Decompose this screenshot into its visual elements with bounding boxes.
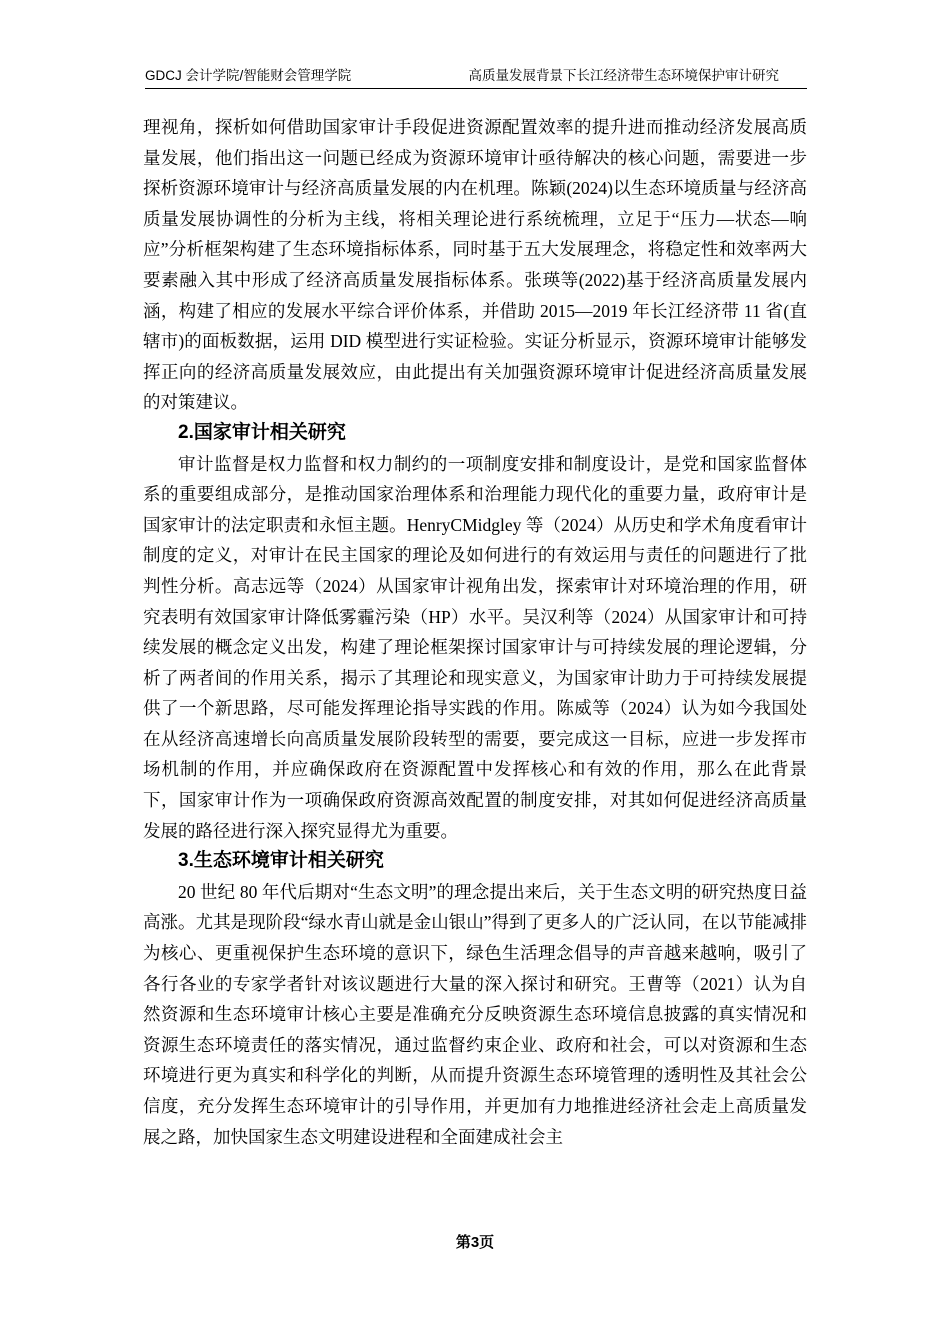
paragraph-continuation: 理视角，探析如何借助国家审计手段促进资源配置效率的提升进而推动经济发展高质量发展，他们指出这一问题已经成为资源环境审计亟待解决的核心问题，需要进一步探析资源环境审计与经济高质量发展的内在机理。陈颖(2024)以生态环境质量与经济高质量发展协调性的分析为主线，将相关理论进行系统梳理，立足于“压力—状态—响应”分析框架构建了生态环境指标体系，同时基于五大发展理念，将稳定性和效率两大要素融入其中形成了经济高质量发展指标体系。张瑛等(2022)基于经济高质量发展内涵，构建了相应的发展水平综合评价体系，并借助 2015—2019 年长江经济带 11 省(直辖市)的面板数据，运用 DID 模型进行实证检验。实证分析显示，资源环境审计能够发挥正向的经济高质量发展效应，由此提出有关加强资源环境审计促进经济高质量发展的对策建议。: [143, 117, 807, 413]
header-institution: GDCJ 会计学院/智能财会管理学院: [145, 68, 352, 83]
paragraph-eco-audit: 20 世纪 80 年代后期对“生态文明”的理念提出来后，关于生态文明的研究热度日益高涨。尤其是现阶段“绿水青山就是金山银山”得到了更多人的广泛认同，在以节能减排为核心、更重视保护生态环境的意识下，绿色生活理念倡导的声音越来越响，吸引了各行各业的专家学者针对该议题进行大量的深入探讨和研究。王曹等（2021）认为自然资源和生态环境审计核心主要是准确充分反映资源生态环境信息披露的真实情况和资源生态环境责任的落实情况，通过监督约束企业、政府和社会，可以对资源和生态环境进行更为真实和科学化的判断，从而提升资源生态环境管理的透明性及其社会公信度，充分发挥生态环境审计的引导作用，并更加有力地推进经济社会走上高质量发展之路，加快国家生态文明建设进程和全面建成社会主: [143, 881, 807, 1147]
main-content: [143, 112, 807, 1152]
page-header: [145, 64, 807, 89]
header-paper-title: 高质量发展背景下长江经济带生态环境保护审计研究: [468, 68, 779, 83]
section-heading-eco-audit: 3.生态环境审计相关研究: [178, 850, 384, 872]
paragraph-national-audit: 审计监督是权力监督和权力制约的一项制度安排和制度设计，是党和国家监督体系的重要组成部分，是推动国家治理体系和治理能力现代化的重要力量，政府审计是国家审计的法定职责和永恒主题。HenryCMidgley 等（2024）从历史和学术角度看审计制度的定义，对审计在民主国家的理论及如何进行的有效运用与责任的问题进行了批判性分析。高志远等（2024）从国家审计视角出发，探索审计对环境治理的作用，研究表明有效国家审计降低雾霾污染（HP）水平。吴汉利等（2024）从国家审计和可持续发展的概念定义出发，构建了理论框架探讨国家审计与可持续发展的理论逻辑，分析了两者间的作用关系，揭示了其理论和现实意义，为国家审计助力于可持续发展提供了一个新思路，尽可能发挥理论指导实践的作用。陈威等（2024）认为如今我国处在从经济高速增长向高质量发展阶段转型的需要，要完成这一目标，应进一步发挥市场机制的作用，并应确保政府在资源配置中发挥核心和有效的作用，那么在此背景下，国家审计作为一项确保政府资源高效配置的制度安排，对其如何促进经济高质量发展的路径进行深入探究显得尤为重要。: [143, 453, 807, 841]
section-heading-national-audit: 2.国家审计相关研究: [178, 421, 346, 443]
page-number: 第3页: [455, 1234, 495, 1251]
